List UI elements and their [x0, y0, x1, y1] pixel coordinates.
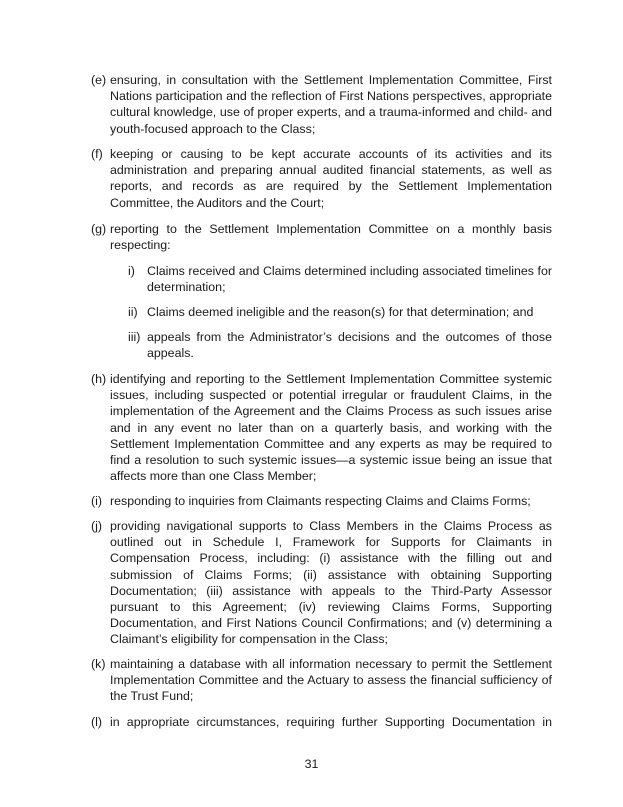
item-text: responding to inquiries from Claimants respecting Claims and Claims Forms; — [110, 494, 531, 508]
sub-item-iii — [128, 329, 552, 361]
item-label: (l) — [91, 715, 103, 729]
item-text: reporting to the Settlement Implementation Committee on a monthly basis respecting: — [110, 222, 552, 253]
item-label: (k) — [91, 657, 106, 671]
item-label: (f) — [91, 147, 103, 161]
item-text: providing navigational supports to Class Members in the Claims Process as outlined out in Schedule I, Framework for Supports for Claimants in Compensation Process, including: (i) assistance with the filling out and submission of Claims Forms; (ii) assistance with obtaining Supporting Documentation; (iii) assistance with appeals to the Third-Party Assessor pursuant to this Agreement; (iv) reviewing Claims Forms, Supporting Documentation, and First Nations Council Confirmations; and (v) determining a Claimant’s eligibility for compensation in the Class; — [110, 519, 552, 647]
list-item-e — [91, 72, 552, 137]
item-text: keeping or causing to be kept accurate accounts of its activities and its administration and preparing annual audited financial statements, as well as reports, and records as are required by the Settlement Implementation Committee, the Auditors and the Court; — [110, 147, 552, 210]
item-text: in appropriate circumstances, requiring further Supporting Documentation in — [110, 715, 552, 729]
sub-item-text: appeals from the Administrator’s decisions and the outcomes of those appeals. — [147, 330, 552, 361]
item-label: (h) — [91, 372, 107, 386]
sub-item-text: Claims received and Claims determined including associated timelines for determination; — [147, 264, 552, 295]
sub-item-label: iii) — [128, 330, 141, 344]
sub-item-text: Claims deemed ineligible and the reason(s) for that determination; and — [147, 305, 534, 319]
item-text: ensuring, in consultation with the Settlement Implementation Committee, First Nations participation and the reflection of First Nations perspectives, appropriate cultural knowledge, use of proper experts, and a trauma-informed and child- and youth-focused approach to the Class; — [110, 73, 552, 136]
item-label: (e) — [91, 73, 107, 87]
item-text: maintaining a database with all information necessary to permit the Settlement Implementation Committee and the Actuary to assess the financial sufficiency of the Trust Fund; — [110, 657, 552, 704]
sub-item-i — [128, 263, 552, 295]
list-item-l — [91, 714, 552, 730]
list-item-h — [91, 371, 552, 484]
item-label: (i) — [91, 494, 103, 508]
sub-item-ii — [128, 304, 552, 320]
list-item-g — [91, 221, 552, 253]
list-item-f — [91, 146, 552, 211]
item-label: (j) — [91, 519, 103, 533]
list-item-k — [91, 656, 552, 705]
list-item-i — [91, 493, 552, 509]
list-item-j — [91, 518, 552, 648]
sub-item-label: i) — [128, 264, 135, 278]
sub-item-label: ii) — [128, 305, 138, 319]
item-label: (g) — [91, 222, 107, 236]
page-number: 31 — [304, 757, 319, 771]
item-text: identifying and reporting to the Settlement Implementation Committee systemic issues, including suspected or potential irregular or fraudulent Claims, in the implementation of the Agreement and the Claims Process as such issues arise and in any event no later than on a quarterly basis, and working with the Settlement Implementation Committee and any experts as may be required to find a resolution to such systemic issues—a systemic issue being an issue that affects more than one Class Member; — [110, 372, 552, 484]
